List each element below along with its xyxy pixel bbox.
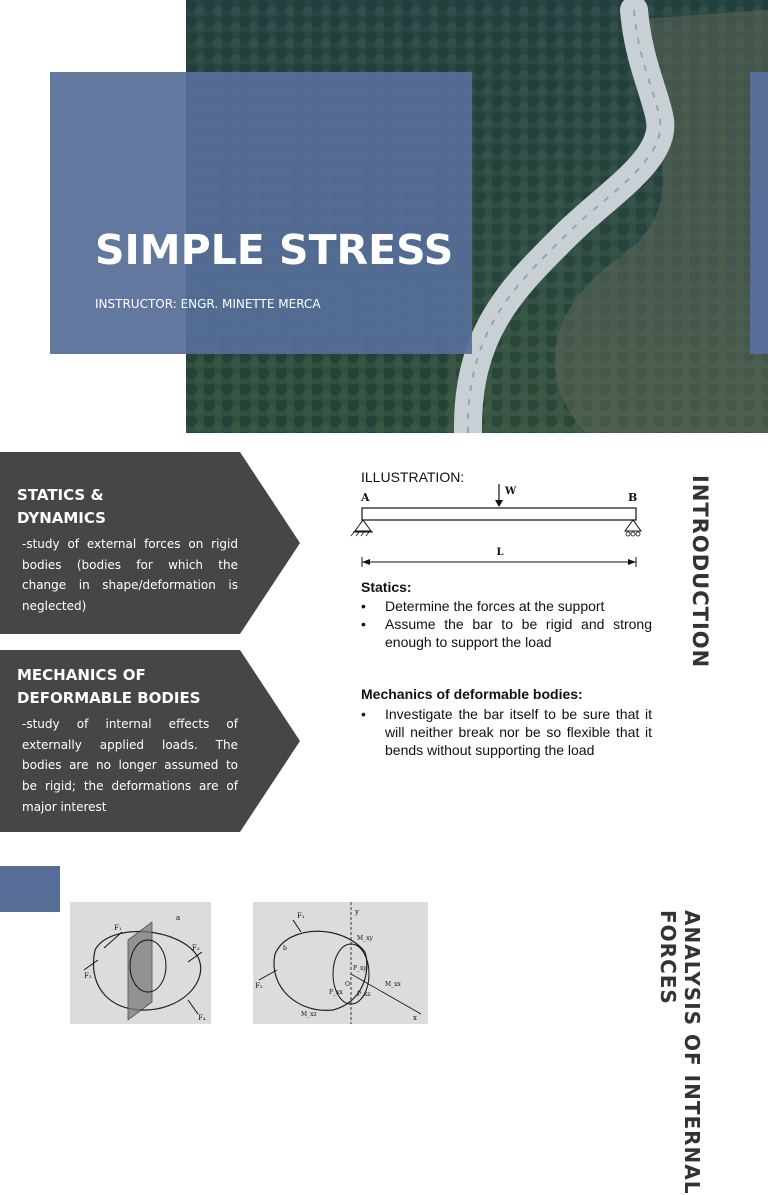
slide-title: SIMPLE STRESS bbox=[95, 226, 454, 274]
side-heading-line: FORCES bbox=[656, 910, 680, 1005]
force-label: F₄ bbox=[198, 1014, 206, 1022]
instructor-line: INSTRUCTOR: ENGR. MINETTE MERCA bbox=[95, 297, 321, 311]
card-title-line: MECHANICS OF bbox=[17, 666, 146, 684]
point-label: b bbox=[283, 945, 287, 952]
force-label: P_xz bbox=[357, 991, 371, 998]
axis-label: y bbox=[355, 908, 359, 916]
roller-support-icon bbox=[625, 520, 641, 531]
side-heading-line: ANALYSIS OF INTERNAL bbox=[680, 910, 704, 1195]
force-label: F₂ bbox=[255, 982, 263, 990]
mechanics-heading: Mechanics of deformable bodies: bbox=[361, 686, 583, 702]
bullet-dot: • bbox=[361, 598, 366, 614]
card-title bbox=[17, 664, 201, 710]
force-label: P_xy bbox=[353, 965, 367, 972]
bullet-dot: • bbox=[361, 706, 366, 722]
pin-support-icon bbox=[355, 520, 371, 531]
illustration-label: ILLUSTRATION: bbox=[361, 469, 465, 485]
force-label: F₁ bbox=[114, 924, 122, 932]
side-heading-text: INTRODUCTION bbox=[688, 475, 712, 669]
card-title-line: DEFORMABLE BODIES bbox=[17, 689, 201, 707]
title-panel bbox=[50, 72, 472, 354]
support-a-label: A bbox=[361, 491, 370, 504]
bullet-text: Investigate the bar itself to be sure that it will neither break nor be so flexible that it bends without supporting the load bbox=[385, 706, 652, 758]
accent-strip bbox=[750, 72, 768, 354]
card-body: -study of external forces on rigid bodies (bodies for which the change in shape/deformation is neglected) bbox=[22, 537, 238, 614]
axis-label: x bbox=[413, 1014, 417, 1022]
moment-label: M_xy bbox=[357, 935, 373, 942]
card-title-line: STATICS & bbox=[17, 486, 104, 504]
load-label: W bbox=[505, 486, 517, 497]
accent-square bbox=[0, 866, 60, 912]
internal-forces-figure bbox=[253, 902, 428, 1024]
introduction-side-heading bbox=[688, 475, 720, 669]
force-label: F₂ bbox=[84, 972, 92, 980]
bullet-text: Determine the forces at the support bbox=[385, 598, 605, 614]
moment-label: M_xz bbox=[301, 1011, 317, 1018]
cut-section-figure bbox=[70, 902, 211, 1024]
force-label: P_xx bbox=[329, 989, 343, 996]
moment-label: M_xx bbox=[385, 981, 401, 988]
beam-diagram bbox=[350, 480, 650, 572]
card-body: -study of internal effects of externally applied loads. The bodies are no longer assumed to be rigid; the deformations are of major interest bbox=[22, 717, 238, 814]
list-item bbox=[361, 705, 652, 759]
statics-heading: Statics: bbox=[361, 579, 412, 595]
force-label: F₃ bbox=[192, 944, 200, 952]
support-b-label: B bbox=[628, 491, 638, 504]
cutting-plane bbox=[128, 922, 152, 1020]
card-title bbox=[17, 484, 106, 530]
card-title-line: DYNAMICS bbox=[17, 509, 106, 527]
mechanics-deformable-card bbox=[0, 650, 300, 832]
beam bbox=[362, 508, 636, 520]
title-slide bbox=[0, 0, 768, 433]
list-item bbox=[361, 615, 652, 651]
length-label: L bbox=[496, 547, 504, 558]
bullet-text: Assume the bar to be rigid and strong enough to support the load bbox=[385, 616, 652, 650]
origin-label: O bbox=[345, 981, 350, 988]
bullet-dot: • bbox=[361, 616, 366, 632]
statics-dynamics-card bbox=[0, 452, 300, 634]
list-item bbox=[361, 597, 652, 615]
point-label: a bbox=[176, 914, 181, 922]
force-label: F₁ bbox=[297, 912, 305, 920]
